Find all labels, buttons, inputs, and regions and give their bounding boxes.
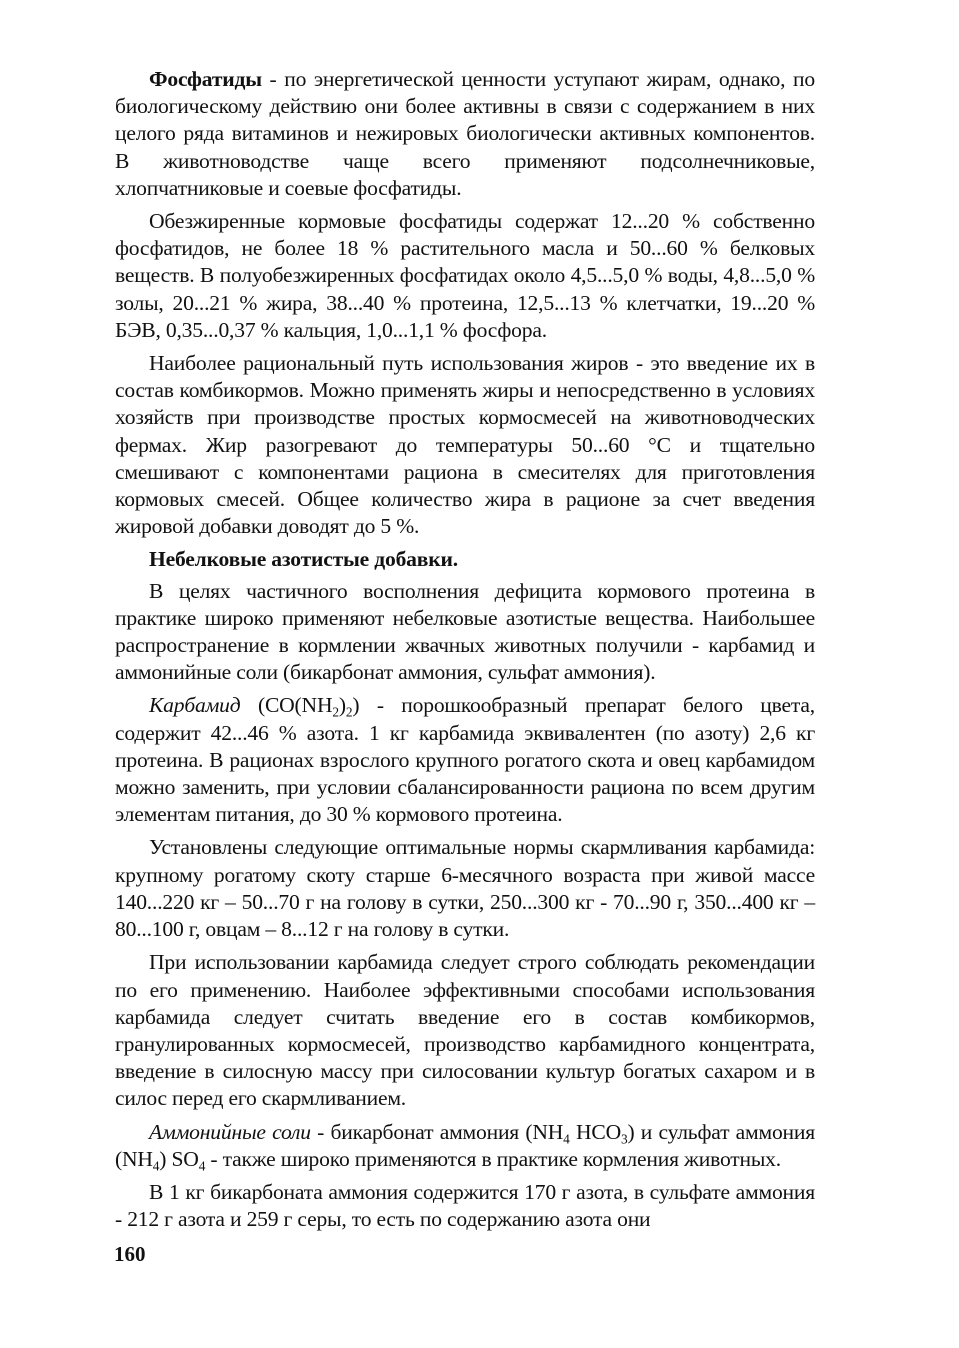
formula-subscript: 2 (345, 705, 353, 721)
paragraph-ammonium-salts (115, 1119, 815, 1173)
formula-subscript: 2 (332, 705, 339, 721)
formula-part: ) (352, 693, 360, 718)
paragraph-phosphatides (115, 66, 815, 202)
term-ammonium-salts: Аммонийные соли (149, 1119, 311, 1144)
formula-part: ) и сульфат аммония (NH (115, 1119, 815, 1171)
term-carbamide: Карбамид (149, 693, 241, 718)
formula-part: ) (338, 693, 346, 718)
term-phosphatides: Фосфатиды (149, 67, 262, 91)
formula-part: (CO(NH (240, 693, 333, 718)
paragraph-text: - бикарбонат аммония (NH (310, 1119, 564, 1144)
paragraph-defatted-phosphatides: Обезжиренные кормовые фосфатиды содержат 12...20 % собственно фосфатидов, не более 18 % растительного масла и 50...60 % белковых веществ. В полуобезжиренных фосфатидах около 4,5...5,0 % воды, 4,8...5,0 % золы, 20...21 % жира, 38...40 % протеина, 12,5...13 % клетчатки, 19...20 % БЭВ, 0,35...0,37 % кальция, 1,0...1,1 % фосфора. (115, 209, 815, 342)
page-text-body (115, 66, 815, 1239)
paragraph-text: - по энергетической ценности уступают жирам, однако, по биологическому действию они более активны в связи с содержанием в них целого ряда витаминов и нежировых биологически активных компонентов. В животноводстве чаще всего применяют подсолнечниковые, хлопчатниковые и соевые фосфатиды. (115, 67, 815, 200)
paragraph-nonprotein-nitrogen: В целях частичного восполнения дефицита кормового протеина в практике широко применяют небелковые азотистые вещества. Наибольшее распространение в кормлении жвачных животных получили - карбамид и аммонийные соли (бикарбонат аммония, сульфат аммония). (115, 578, 815, 685)
paragraph-carbamide (115, 692, 815, 828)
formula-part: HCO (569, 1119, 621, 1144)
paragraph-carbamide-recommendations: При использовании карбамида следует строго соблюдать рекомендации по его применению. Наиболее эффективными способами использования карбамида следует считать введение его в состав комбикормов, гранулированных кормосмесей, производство карбамидного концентрата, введение в силосную массу при силосовании культур богатых сахаром и в силос перед его скармливанием. (115, 950, 815, 1111)
formula-subscript: 3 (620, 1131, 628, 1147)
formula-subscript: 4 (563, 1131, 570, 1147)
paragraph-fat-usage: Наиболее рациональный путь использования жиров - это введение их в состав комбикормов. Можно применять жиры и непосредственно в условиях хозяйств при производстве простых кормосмесей на животноводческих фермах. Жир разогревают до температуры 50...60 °С и тщательно смешивают с компонентами рациона в смесителях для приготовления кормовых смесей. Общее количество жира в рационе за счет введения жировой добавки доводят до 5 %. (115, 351, 815, 539)
formula-subscript: 4 (152, 1158, 160, 1174)
formula-part: ) SO (159, 1146, 199, 1171)
paragraph-feeding-norms: Установлены следующие оптимальные нормы скармливания карбамида: крупному рогатому скоту старше 6-месячного возраста при живой массе 140...220 кг – 50...70 г на голову в сутки, 250...300 кг - 70...90 г, 350...400 кг – 80...100 г, овцам – 8...12 г на голову в сутки. (115, 835, 815, 942)
formula-subscript: 4 (198, 1158, 206, 1174)
section-heading: Небелковые азотистые добавки. (149, 547, 458, 572)
page-number: 160 (114, 1242, 146, 1266)
paragraph-text: - также широко применяются в практике кормления животных. (205, 1146, 781, 1171)
paragraph-ammonium-nitrogen-content: В 1 кг бикарбоната аммония содержится 170 г азота, в сульфате аммония - 212 г азота и 259 г серы, то есть по содержанию азота они (115, 1179, 815, 1232)
paragraph-text: - порошкообразный препарат белого цвета, содержит 42...46 % азота. 1 кг карбамида эквивалентен (по азоту) 2,6 кг протеина. В рационах взрослого крупного рогатого скота и овец карбамидом можно заменить, при условии сбалансированности рациона по всем другим элементам питания, до 30 % кормового протеина. (115, 693, 815, 827)
